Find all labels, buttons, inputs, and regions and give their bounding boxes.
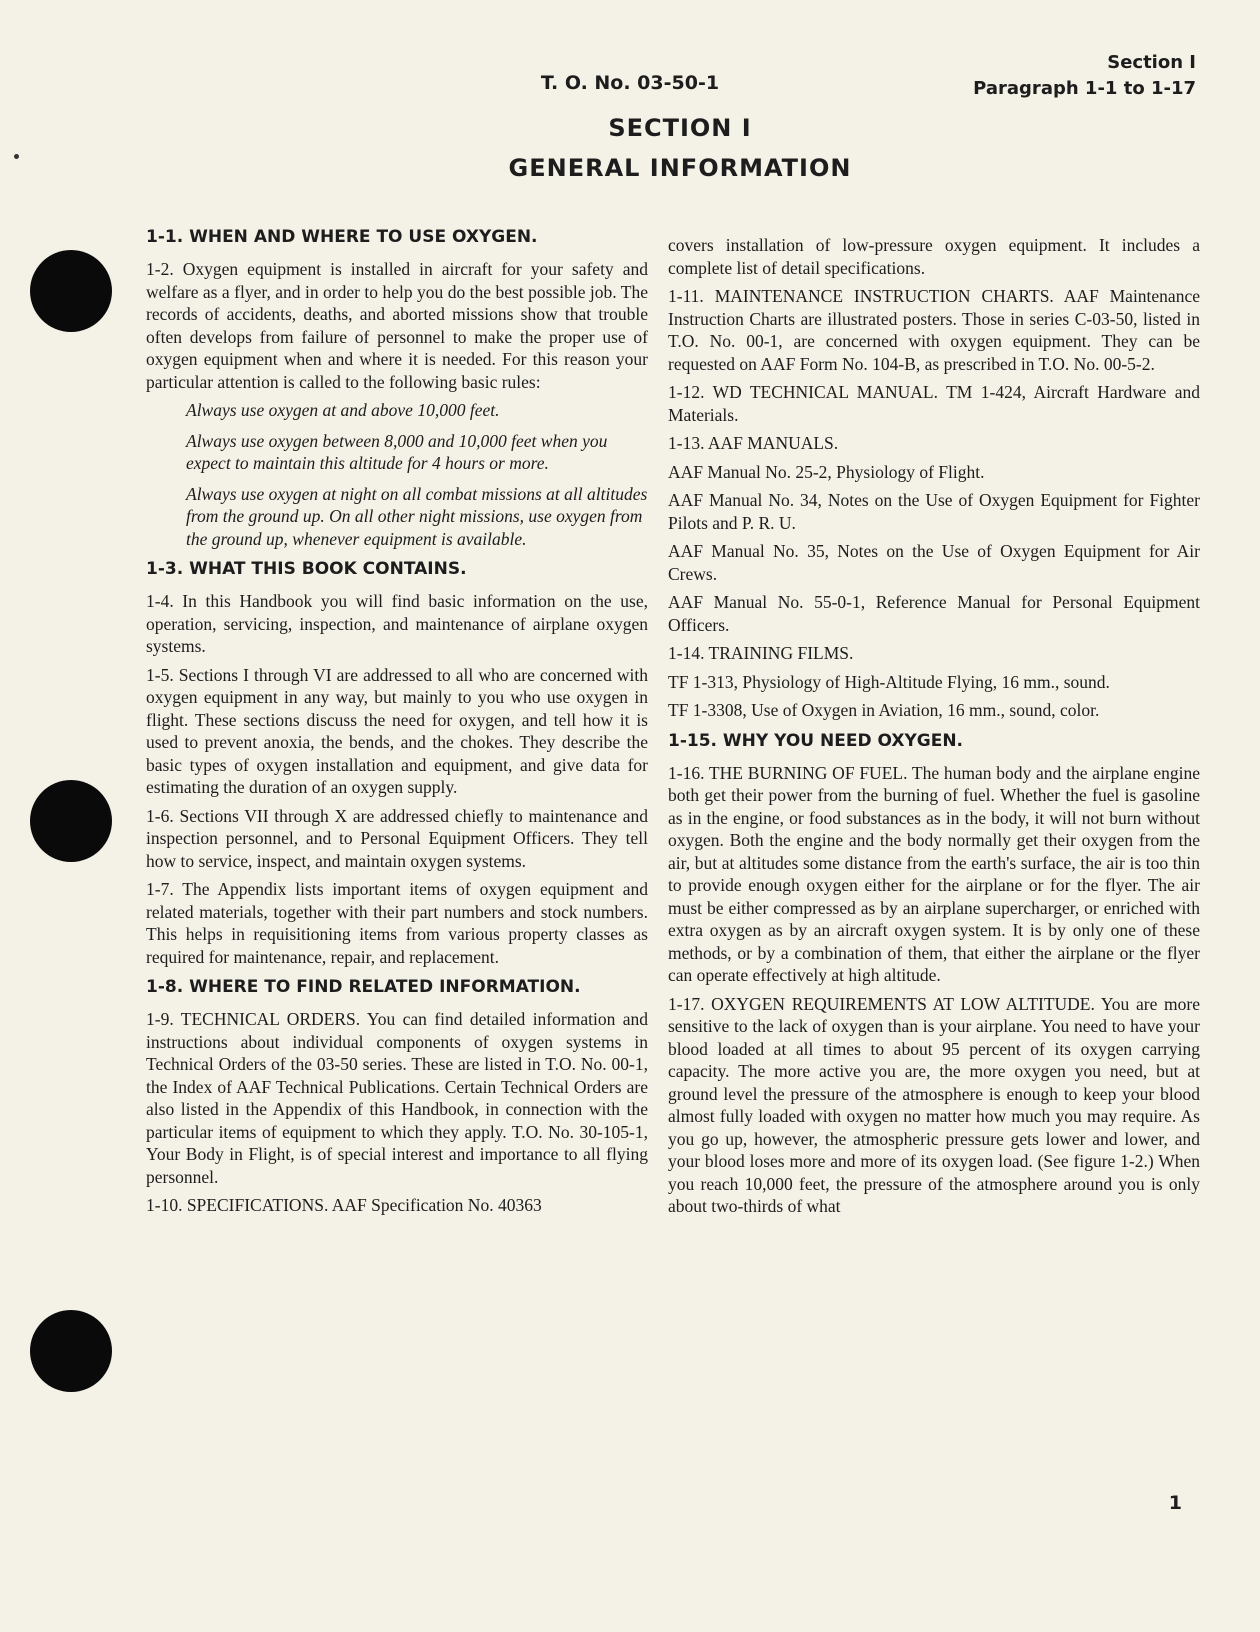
paragraph-1-17: 1-17. OXYGEN REQUIREMENTS AT LOW ALTITUDE. You are more sensitive to the lack of oxygen than is your airplane. You need to have your blood loaded at all times to about 95 percent of its oxygen carrying capacity. The more active you are, the more oxygen you need, but at ground level the pressure of the atmosphere is enough to keep your blood almost fully loaded with oxygen no matter how much you may require. As you go up, however, the atmospheric pressure gets lower and lower, and your blood loses more and more of its oxygen load. (See figure 1-2.) When you reach 10,000 feet, the pressure of the atmosphere around you is only about two-thirds of what xyxy=(668,993,1200,1216)
heading-1-8: 1-8. WHERE TO FIND RELATED INFORMATION. xyxy=(146,977,581,997)
binder-hole-top xyxy=(30,250,112,332)
page-number: 1 xyxy=(1168,1492,1182,1514)
manual-entry: AAF Manual No. 34, Notes on the Use of Oxygen Equipment for Fighter Pilots and P. R. U. xyxy=(668,490,1200,533)
section-label: Section I xyxy=(1107,52,1196,73)
paragraph-1-13: 1-13. AAF MANUALS. xyxy=(668,433,839,453)
paragraph-1-9: 1-9. TECHNICAL ORDERS. You can find detailed information and instructions about individual components of oxygen systems in Technical Orders of the 03-50 series. These are listed in T.O. No. 00-1, the Index of AAF Technical Publications. Certain Technical Orders are also listed in the Appendix of this Handbook, in connection with the particular items of equipment to which they apply. T.O. No. 30-105-1, Your Body in Flight, is of special interest and importance to all flying personnel. xyxy=(146,1009,648,1187)
binder-hole-bottom xyxy=(30,1310,112,1392)
paragraph-1-11: 1-11. MAINTENANCE INSTRUCTION CHARTS. AAF Maintenance Instruction Charts are illustrated posters. Those in series C-03-50, listed in T.O. No. 00-1, are concerned with oxygen equipment. They can be requested on AAF Form No. 104-B, as prescribed in T.O. No. 00-5-2. xyxy=(668,286,1200,374)
film-entry: TF 1-3308, Use of Oxygen in Aviation, 16 mm., sound, color. xyxy=(668,700,1100,720)
paragraph-1-4: 1-4. In this Handbook you will find basic information on the use, operation, servicing, inspection, and maintenance of airplane oxygen systems. xyxy=(146,591,648,656)
paragraph-1-2: 1-2. Oxygen equipment is installed in aircraft for your safety and welfare as a flyer, and in order to help you do the best possible job. The records of accidents, deaths, and aborted missions show that trouble often develops from failure of personnel to make the proper use of oxygen equipment when and where it is needed. For this reason your particular attention is called to the following basic rules: xyxy=(146,259,648,392)
left-column xyxy=(146,226,648,1223)
paragraph-1-7: 1-7. The Appendix lists important items of oxygen equipment and related materials, together with their part numbers and stock numbers. This helps in requisitioning items from various property classes as required for maintenance, repair, and replacement. xyxy=(146,879,648,967)
paragraph-1-10: 1-10. SPECIFICATIONS. AAF Specification No. 40363 xyxy=(146,1195,542,1215)
section-title-line2: GENERAL INFORMATION xyxy=(508,154,852,182)
paragraph-1-6: 1-6. Sections VII through X are addressed chiefly to maintenance and inspection personnel, and to Personal Equipment Officers. They tell how to service, inspect, and maintain oxygen systems. xyxy=(146,805,648,871)
binder-hole-middle xyxy=(30,780,112,862)
film-entry: TF 1-313, Physiology of High-Altitude Flying, 16 mm., sound. xyxy=(668,671,1110,692)
paragraph-1-16: 1-16. THE BURNING OF FUEL. The human body and the airplane engine both get their power from the burning of fuel. Whether the fuel is gasoline as in the engine, or food substances as in the body, it will not burn without oxygen. Both the engine and the body normally get their oxygen from the air, but at altitudes some distance from the earth's surface, the air is too thin to provide enough oxygen either for the airplane or for the flyer. The air must be either compressed as by an airplane supercharger, or enriched with extra oxygen as by an aircraft oxygen system. It is by only one of these methods, or by a combination of them, that either the airplane or the flyer can operate effectively at high altitude. xyxy=(668,762,1200,985)
right-column xyxy=(668,234,1200,1224)
section-title xyxy=(0,108,1260,188)
heading-1-15: 1-15. WHY YOU NEED OXYGEN. xyxy=(668,730,964,751)
heading-1-1: 1-1. WHEN AND WHERE TO USE OXYGEN. xyxy=(146,227,538,247)
basic-rules xyxy=(186,399,648,550)
manual-entry: AAF Manual No. 55-0-1, Reference Manual for Personal Equipment Officers. xyxy=(668,592,1200,635)
heading-1-3: 1-3. WHAT THIS BOOK CONTAINS. xyxy=(146,559,467,579)
to-number: T. O. No. 03-50-1 xyxy=(540,72,720,94)
paragraph-1-14: 1-14. TRAINING FILMS. xyxy=(668,643,854,663)
rule-item: Always use oxygen between 8,000 and 10,000 feet when you expect to maintain this altitude for 4 hours or more. xyxy=(186,430,608,473)
section-title-line1: SECTION I xyxy=(608,114,752,142)
manual-entry: AAF Manual No. 25-2, Physiology of Flight. xyxy=(668,461,985,482)
paragraph-1-10-continued: covers installation of low-pressure oxygen equipment. It includes a complete list of detail specifications. xyxy=(668,235,1200,278)
rule-item: Always use oxygen at and above 10,000 feet. xyxy=(186,400,500,420)
manual-entry: AAF Manual No. 35, Notes on the Use of Oxygen Equipment for Air Crews. xyxy=(668,541,1200,584)
paragraph-range: Paragraph 1-1 to 1-17 xyxy=(973,78,1196,99)
rule-item: Always use oxygen at night on all combat missions at all altitudes from the ground up. On all other night missions, use oxygen from the ground up, whenever equipment is available. xyxy=(186,483,648,549)
paragraph-1-12: 1-12. WD TECHNICAL MANUAL. TM 1-424, Aircraft Hardware and Materials. xyxy=(668,382,1200,425)
paragraph-1-5: 1-5. Sections I through VI are addressed to all who are concerned with oxygen equipment in any way, but mainly to you who use oxygen in flight. These sections discuss the need for oxygen, and tell how it is used to prevent anoxia, the bends, and the chokes. They describe the basic types of oxygen installation and equipment, and give data for estimating the duration of an oxygen supply. xyxy=(146,664,648,797)
